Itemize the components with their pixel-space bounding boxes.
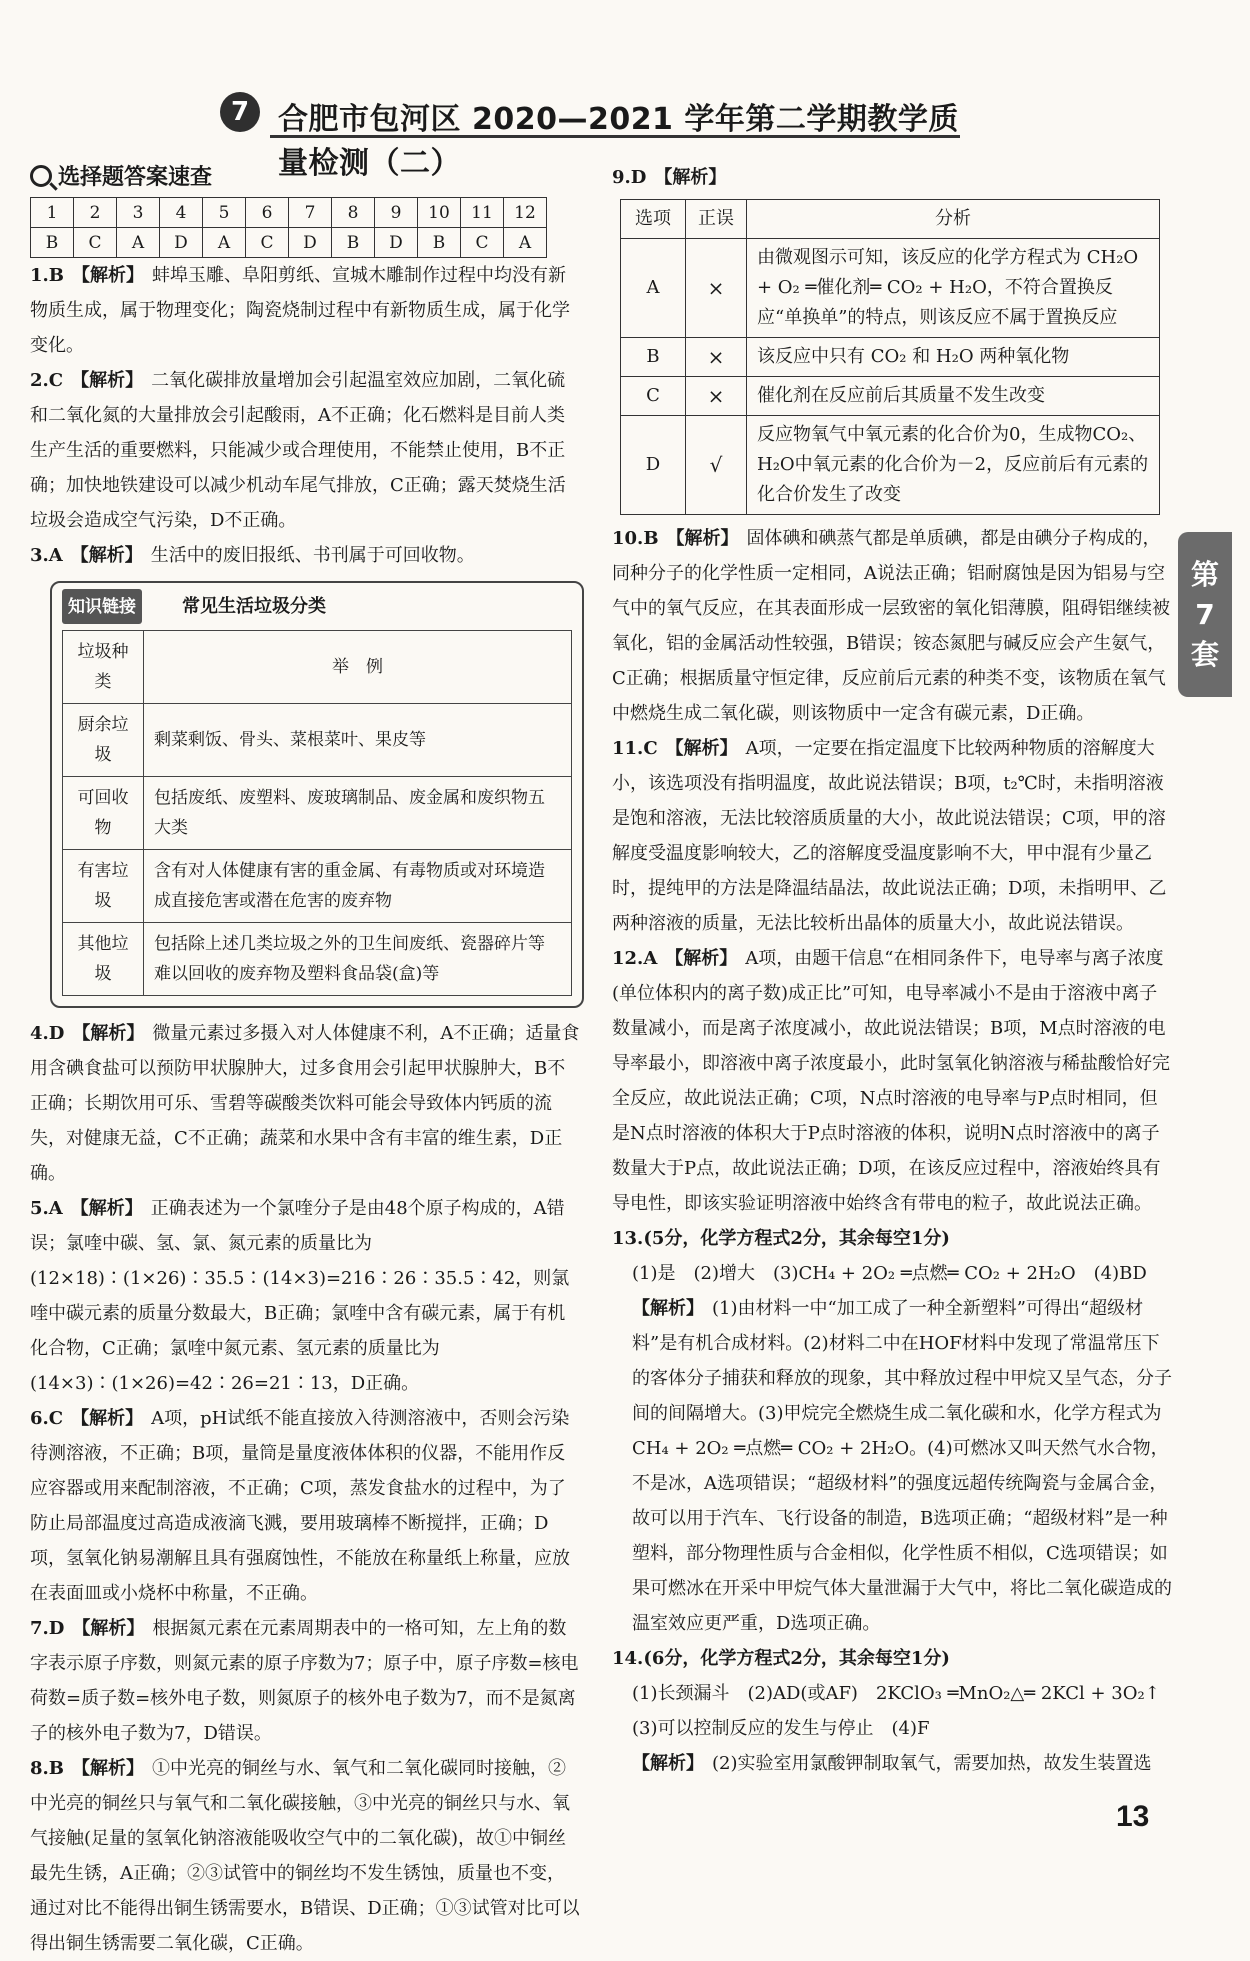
table-row [621, 239, 1160, 338]
table-header: 举 例 [144, 631, 572, 704]
question-number: 12 [504, 198, 547, 228]
garbage-example: 含有对人体健康有害的重金属、有毒物质或对环境造成直接危害或潜在危害的废弃物 [144, 850, 572, 923]
explanation-5 [30, 1191, 582, 1401]
page-number: 13 [1116, 1800, 1150, 1833]
left-column [30, 160, 582, 1961]
question-number: 11 [461, 198, 504, 228]
answer-value: B [332, 228, 375, 258]
item-text: (2)实验室用氯酸钾制取氧气，需要加热，故发生装置选 [712, 1753, 1152, 1774]
analysis-text: 该反应中只有 CO₂ 和 H₂O 两种氧化物 [747, 338, 1160, 377]
analysis-text: 由微观图示可知，该反应的化学方程式为 CH₂O + O₂ ═催化剂═ CO₂ + H₂O，不符合置换反应“单换单”的特点，则该反应不属于置换反应 [747, 239, 1160, 338]
question-number: 7 [289, 198, 332, 228]
answer-value: D [375, 228, 418, 258]
item-text: 微量元素过多摄入对人体健康不利，A不正确；适量食用含碘食盐可以预防甲状腺肿大，过多食用会引起甲状腺肿大，B不正确；长期饮用可乐、雪碧等碳酸类饮料可能会导致体内钙质的流失，对健康无益，C不正确；蔬菜和水果中含有丰富的维生素，D正确。 [30, 1023, 580, 1184]
garbage-table [62, 630, 572, 996]
item-text: 二氧化碳排放量增加会引起温室效应加剧，二氧化硫和二氧化氮的大量排放会引起酸雨，A不正确；化石燃料是目前人类生产生活的重要燃料，只能减少或合理使用，不能禁止使用，B不正确；加快地铁建设可以减少机动车尾气排放，C正确；露天焚烧生活垃圾会造成空气污染，D不正确。 [30, 370, 566, 531]
answer-table [30, 197, 547, 258]
question-number: 3 [117, 198, 160, 228]
answer-numbers-row [31, 198, 547, 228]
item-text: 蚌埠玉雕、阜阳剪纸、宣城木雕制作过程中均没有新物质生成，属于物理变化；陶瓷烧制过程中有新物质生成，属于化学变化。 [30, 265, 570, 356]
option-label: A [621, 239, 686, 338]
option-label: C [621, 377, 686, 416]
item-text: 根据氮元素在元素周期表中的一格可知，左上角的数字表示原子序数，则氮元素的原子序数为7；原子中，原子序数=核电荷数=质子数=核外电子数，则氮原子的核外电子数为7，而不是氮离子的核外电子数为7，D错误。 [30, 1618, 579, 1744]
knowledge-box [50, 581, 584, 1008]
section-heading [30, 160, 582, 191]
item-number: 12.A [612, 948, 658, 969]
item-text: 正确表述为一个氯喹分子是由48个原子构成的，A错误；氯喹中碳、氢、氯、氮元素的质量比为(12×18)∶(1×26)∶35.5∶(14×3)=216∶26∶35.5∶42，则氯喹中碳元素的质量分数最大，B正确；氯喹中含有碳元素，属于有机化合物，C正确；氯喹中氮元素、氢元素的质量比为(14×3)∶(1×26)=42∶26=21∶13，D正确。 [30, 1198, 570, 1394]
question-13-answers: (1)是 (2)增大 (3)CH₄ + 2O₂ ═点燃═ CO₂ + 2H₂O (4)BD [632, 1263, 1147, 1284]
question-14-answers-line2: (3)可以控制反应的发生与停止 (4)F [632, 1718, 930, 1739]
side-tab-char: 套 [1190, 637, 1219, 671]
explanation-12 [612, 941, 1172, 1221]
item-number: 9.D [612, 167, 647, 188]
explanation-9-heading [612, 160, 1172, 195]
table-header: 垃圾种类 [63, 631, 144, 704]
explanation-10 [612, 521, 1172, 731]
knowledge-tag: 知识链接 [62, 589, 142, 624]
header-underline [270, 135, 960, 138]
analysis-text: 催化剂在反应前后其质量不发生改变 [747, 377, 1160, 416]
question-number: 10 [418, 198, 461, 228]
question-number: 6 [246, 198, 289, 228]
right-column [612, 160, 1172, 1781]
question-number: 9 [375, 198, 418, 228]
question-14-explanation [612, 1746, 1172, 1781]
question-14-answers-line1: (1)长颈漏斗 (2)AD(或AF) 2KClO₃ ═MnO₂△═ 2KCl + 3O₂↑ [632, 1683, 1160, 1704]
judgement-mark: √ [686, 416, 747, 515]
item-number: 8.B [30, 1758, 65, 1779]
garbage-example: 包括废纸、废塑料、废玻璃制品、废金属和废织物五大类 [144, 777, 572, 850]
answer-value: B [418, 228, 461, 258]
table-row [63, 704, 572, 777]
item-number: 6.C [30, 1408, 64, 1429]
answer-value: D [289, 228, 332, 258]
analysis-table [620, 199, 1160, 515]
garbage-table-header [63, 631, 572, 704]
item-tag: 【解析】 [71, 1408, 144, 1429]
answer-value: C [246, 228, 289, 258]
explanation-3 [30, 538, 582, 573]
item-number: 2.C [30, 370, 64, 391]
item-tag: 【解析】 [665, 738, 738, 759]
answer-value: A [117, 228, 160, 258]
item-number: 11.C [612, 738, 658, 759]
option-label: D [621, 416, 686, 515]
answer-value: B [31, 228, 74, 258]
explanation-2 [30, 363, 582, 538]
item-text: A项，pH试纸不能直接放入待测溶液中，否则会污染待测溶液，不正确；B项，量筒是量度液体体积的仪器，不能用作反应容器或用来配制溶液，不正确；C项，蒸发食盐水的过程中，为了防止局部温度过高造成液滴飞溅，要用玻璃棒不断搅拌，正确；D项，氢氧化钠易潮解且具有强腐蚀性，不能放在称量纸上称量，应放在表面皿或小烧杯中称量，不正确。 [30, 1408, 570, 1604]
item-tag: 【解析】 [72, 1758, 145, 1779]
table-header: 选项 [621, 200, 686, 239]
item-number: 3.A [30, 545, 63, 566]
explanation-4 [30, 1016, 582, 1191]
question-number: 4 [160, 198, 203, 228]
item-tag: 【解析】 [632, 1753, 704, 1774]
judgement-mark: × [686, 377, 747, 416]
option-label: B [621, 338, 686, 377]
garbage-type: 有害垃圾 [63, 850, 144, 923]
judgement-mark: × [686, 338, 747, 377]
question-number: 2 [74, 198, 117, 228]
garbage-type: 其他垃圾 [63, 923, 144, 996]
question-number: 1 [31, 198, 74, 228]
section-title: 选择题答案速查 [58, 165, 213, 190]
item-tag: 【解析】 [72, 265, 145, 286]
garbage-type: 可回收物 [63, 777, 144, 850]
explanation-1 [30, 258, 582, 363]
knowledge-box-header [62, 589, 572, 624]
table-row [63, 777, 572, 850]
item-text: A项，由题干信息“在相同条件下，电导率与离子浓度(单位体积内的离子数)成正比”可知，电导率减小不是由于溶液中离子数量减小，而是离子浓度减小，故此说法错误；B项，M点时溶液的电导率最小，即溶液中离子浓度最小，此时氢氧化钠溶液与稀盐酸恰好完全反应，故此说法正确；C项，N点时溶液的电导率与P点时相同，但是N点时溶液的体积大于P点时溶液的体积，说明N点时溶液中的离子数量大于P点，故此说法正确；D项，在该反应过程中，溶液始终具有导电性，即该实验证明溶液中始终含有带电的粒子，故此说法正确。 [612, 948, 1170, 1214]
item-text: 固体碘和碘蒸气都是单质碘，都是由碘分子构成的，同种分子的化学性质一定相同，A说法正确；铝耐腐蚀是因为铝易与空气中的氧气反应，在其表面形成一层致密的氧化铝薄膜，阻碍铝继续被氧化，铝的金属活动性较强，B错误；铵态氮肥与碱反应会产生氨气，C正确；根据质量守恒定律，反应前后元素的种类不变，该物质在氧气中燃烧生成二氧化碳，则该物质中一定含有碳元素，D正确。 [612, 528, 1170, 724]
item-tag: 【解析】 [72, 1618, 145, 1639]
answer-values-row [31, 228, 547, 258]
answer-value: C [461, 228, 504, 258]
answer-value: C [74, 228, 117, 258]
garbage-example: 剩菜剩饭、骨头、菜根菜叶、果皮等 [144, 704, 572, 777]
table-row [621, 377, 1160, 416]
item-text: A项，一定要在指定温度下比较两种物质的溶解度大小，该选项没有指明温度，故此说法错误；B项，t₂℃时，未指明溶液是饱和溶液，无法比较溶质质量的大小，故此说法错误；C项，甲的溶解度受温度影响较大，乙的溶解度受温度影响不大，甲中混有少量乙时，提纯甲的方法是降温结晶法，故此说法正确；D项，未指明甲、乙两种溶液的质量，无法比较析出晶体的质量大小，故此说法错误。 [612, 738, 1167, 934]
question-14-head: 14.(6分，化学方程式2分，其余每空1分) [612, 1648, 950, 1669]
table-row [63, 923, 572, 996]
item-tag: 【解析】 [71, 370, 144, 391]
item-tag: 【解析】 [70, 1198, 143, 1219]
item-tag: 【解析】 [70, 545, 143, 566]
answer-value: A [504, 228, 547, 258]
item-text: ①中光亮的铜丝与水、氧气和二氧化碳同时接触，②中光亮的铜丝只与氧气和二氧化碳接触，③中光亮的铜丝只与水、氧气接触(足量的氢氧化钠溶液能吸收空气中的二氧化碳)，故①中铜丝最先生锈，A正确；②③试管中的铜丝均不发生锈蚀，质量也不变，通过对比不能得出铜生锈需要水，B错误、D正确；①③试管对比可以得出铜生锈需要二氧化碳，C正确。 [30, 1758, 580, 1954]
explanation-7 [30, 1611, 582, 1751]
answer-value: D [160, 228, 203, 258]
explanation-11 [612, 731, 1172, 941]
question-number: 5 [203, 198, 246, 228]
table-header: 分析 [747, 200, 1160, 239]
explanation-6 [30, 1401, 582, 1611]
question-number: 8 [332, 198, 375, 228]
garbage-example: 包括除上述几类垃圾之外的卫生间废纸、瓷器碎片等难以回收的废弃物及塑料食品袋(盒)等 [144, 923, 572, 996]
explanation-8 [30, 1751, 582, 1961]
item-number: 10.B [612, 528, 659, 549]
set-number-badge: 7 [220, 92, 260, 132]
item-number: 5.A [30, 1198, 63, 1219]
analysis-header [621, 200, 1160, 239]
knowledge-title: 常见生活垃圾分类 [182, 596, 326, 616]
question-13-head: 13.(5分，化学方程式2分，其余每空1分) [612, 1228, 950, 1249]
magnifier-icon [30, 165, 52, 187]
item-text: (1)由材料一中“加工成了一种全新塑料”可得出“超级材料”是有机合成材料。(2)材料二中在HOF材料中发现了常温常压下的客体分子捕获和释放的现象，其中释放过程中甲烷又呈气态，分子间的间隔增大。(3)甲烷完全燃烧生成二氧化碳和水，化学方程式为CH₄ + 2O₂ ═点燃═ CO₂ + 2H₂O。(4)可燃冰又叫天然气水合物，不是冰，A选项错误；“超级材料”的强度远超传统陶瓷与金属合金，故可以用于汽车、飞行设备的制造，B选项正确；“超级材料”是一种塑料，部分物理性质与合金相似，化学性质不相似，C选项错误；如果可燃冰在开采中甲烷气体大量泄漏于大气中，将比二氧化碳造成的温室效应更严重，D选项正确。 [632, 1298, 1172, 1634]
item-tag: 【解析】 [654, 167, 727, 188]
item-tag: 【解析】 [666, 528, 739, 549]
side-tab-char: 7 [1195, 597, 1215, 631]
table-row [621, 338, 1160, 377]
table-header: 正误 [686, 200, 747, 239]
analysis-text: 反应物氧气中氧元素的化合价为0，生成物CO₂、H₂O中氧元素的化合价为－2，反应前后有元素的化合价发生了改变 [747, 416, 1160, 515]
table-row [63, 850, 572, 923]
judgement-mark: × [686, 239, 747, 338]
item-number: 4.D [30, 1023, 65, 1044]
item-tag: 【解析】 [72, 1023, 145, 1044]
item-text: 生活中的废旧报纸、书刊属于可回收物。 [150, 545, 475, 566]
item-tag: 【解析】 [665, 948, 738, 969]
answer-value: A [203, 228, 246, 258]
question-13-explanation [612, 1291, 1172, 1641]
item-number: 1.B [30, 265, 65, 286]
set-side-tab [1178, 532, 1232, 697]
side-tab-char: 第 [1190, 557, 1219, 591]
garbage-type: 厨余垃圾 [63, 704, 144, 777]
table-row [621, 416, 1160, 515]
page-title: 合肥市包河区 2020—2021 学年第二学期教学质量检测（二） [278, 102, 959, 181]
item-tag: 【解析】 [632, 1298, 704, 1319]
item-number: 7.D [30, 1618, 65, 1639]
